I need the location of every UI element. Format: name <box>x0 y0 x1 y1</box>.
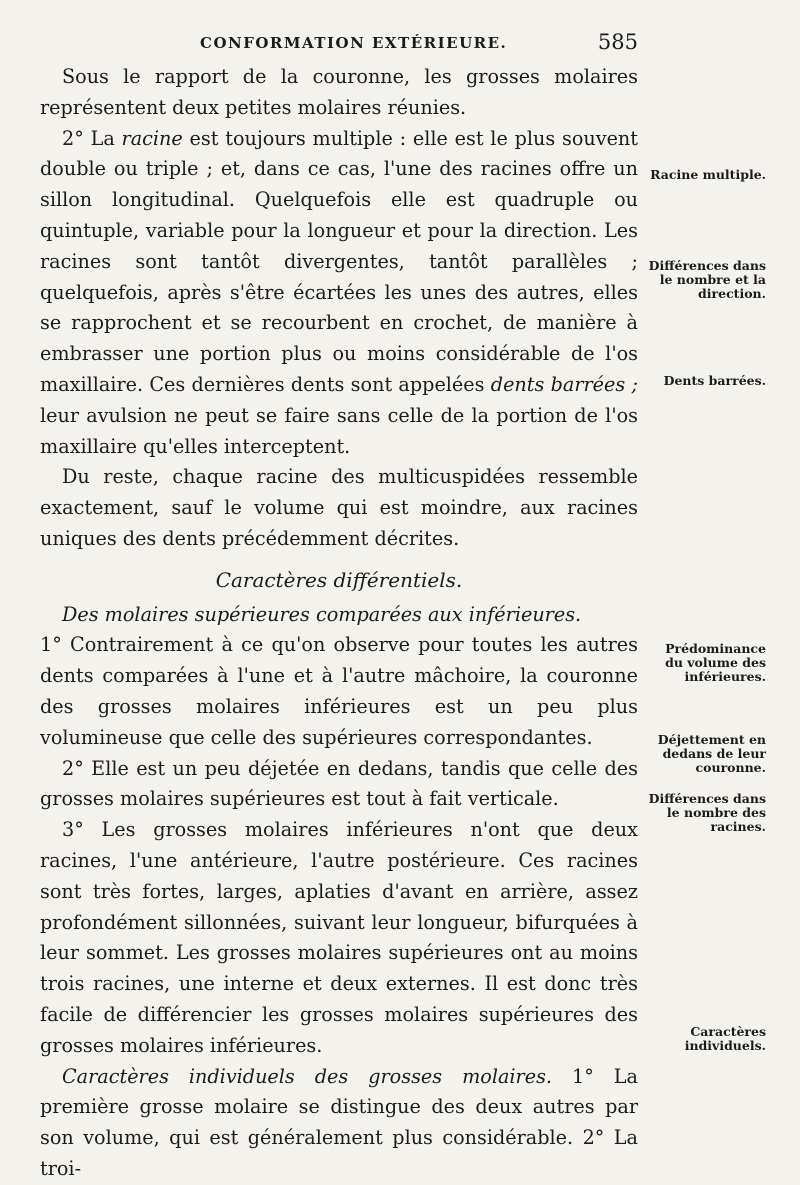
running-head <box>40 30 640 60</box>
paragraph-text: 1° Contrairement à ce qu'on observe pour toutes les autres dents comparées à l'une et à l'autre mâchoire, la couronne des grosses molaires inférieures est un peu plus volumineuse que celle des supérieures correspondantes. <box>40 633 638 749</box>
paragraph-couronne <box>40 62 638 124</box>
paragraph-point-2 <box>40 754 638 816</box>
section-heading: Caractères différentiels. <box>215 567 463 592</box>
margin-note-predominance: Prédominance du volume des inférieures. <box>665 641 766 684</box>
margin-note-racine-multiple: Racine multiple. <box>650 167 766 182</box>
term-dents-barrees: dents barrées ; <box>490 372 638 396</box>
paragraph-text: 1° La première grosse molaire se distingue des deux autres par son volume, qui est généralement plus considérable. 2° La troi- <box>40 1064 638 1180</box>
body-text <box>40 62 638 1185</box>
paragraph-text: 2° Elle est un peu déjetée en dedans, tandis que celle des grosses molaires supérieures est tout à fait verticale. <box>40 756 638 811</box>
running-head-title: CONFORMATION EXTÉRIEURE. <box>200 34 508 52</box>
paragraph-racine <box>40 124 638 463</box>
margin-note-differences-nombre: Différences dans le nombre des racines. <box>648 791 766 834</box>
paragraph-text: est toujours multiple : elle est le plus souvent double ou triple ; et, dans ce cas, l'une des racines offre un sillon longitudinal. Quelquefois elle est quadruple ou quintuple, variable pour la longueur et pour la direction. Les racines sont tantôt divergentes, tantôt parallèles ; quelquefois, après s'être écartées les unes des autres, elles se rapprochent et se recourbent en crochet, de manière à embrasser une portion plus ou moins considérable de l'os maxillaire. Ces dernières dents sont appelées <box>40 126 638 396</box>
paragraph-text: Sous le rapport de la couronne, les grosses molaires représentent deux petites molaires réunies. <box>40 65 638 119</box>
margin-note-differences-direction: Différences dans le nombre et la direction. <box>648 258 766 301</box>
paragraph-du-reste <box>40 462 638 554</box>
paragraph-text: Du reste, chaque racine des multicuspidées ressemble exactement, sauf le volume qui est moindre, aux racines uniques des dents précédemment décrites. <box>40 465 638 550</box>
paragraph-point-3 <box>40 815 638 1061</box>
paragraph-point-1 <box>40 630 638 753</box>
margin-note-dents-barrees: Dents barrées. <box>663 373 766 388</box>
paragraph-text: 2° La <box>62 126 122 150</box>
paragraph-text: leur avulsion ne peut se faire sans celle de la portion de l'os maxillaire qu'elles interceptent. <box>40 403 638 458</box>
paragraph-text: 3° Les grosses molaires inférieures n'ont que deux racines, l'une antérieure, l'autre postérieure. Ces racines sont très fortes, larges, aplaties d'avant en arrière, assez profondément sillonnées, suivant leur longueur, bifurquées à leur sommet. Les grosses molaires supérieures ont au moins trois racines, une interne et deux externes. Il est donc très facile de différencier les grosses molaires supérieures des grosses molaires inférieures. <box>40 818 638 1057</box>
inline-heading-individuels: Caractères individuels des grosses molaires. <box>62 1064 553 1088</box>
margin-note-caracteres-individuels: Caractères individuels. <box>684 1024 766 1053</box>
subsection-heading-text: Des molaires supérieures comparées aux inférieures. <box>62 602 582 626</box>
paragraph-individuels <box>40 1062 638 1185</box>
margin-note-dejettement: Déjettement en dedans de leur couronne. <box>657 732 766 775</box>
term-racine: racine <box>121 126 183 150</box>
page-number: 585 <box>597 30 638 54</box>
subsection-heading <box>40 600 638 631</box>
